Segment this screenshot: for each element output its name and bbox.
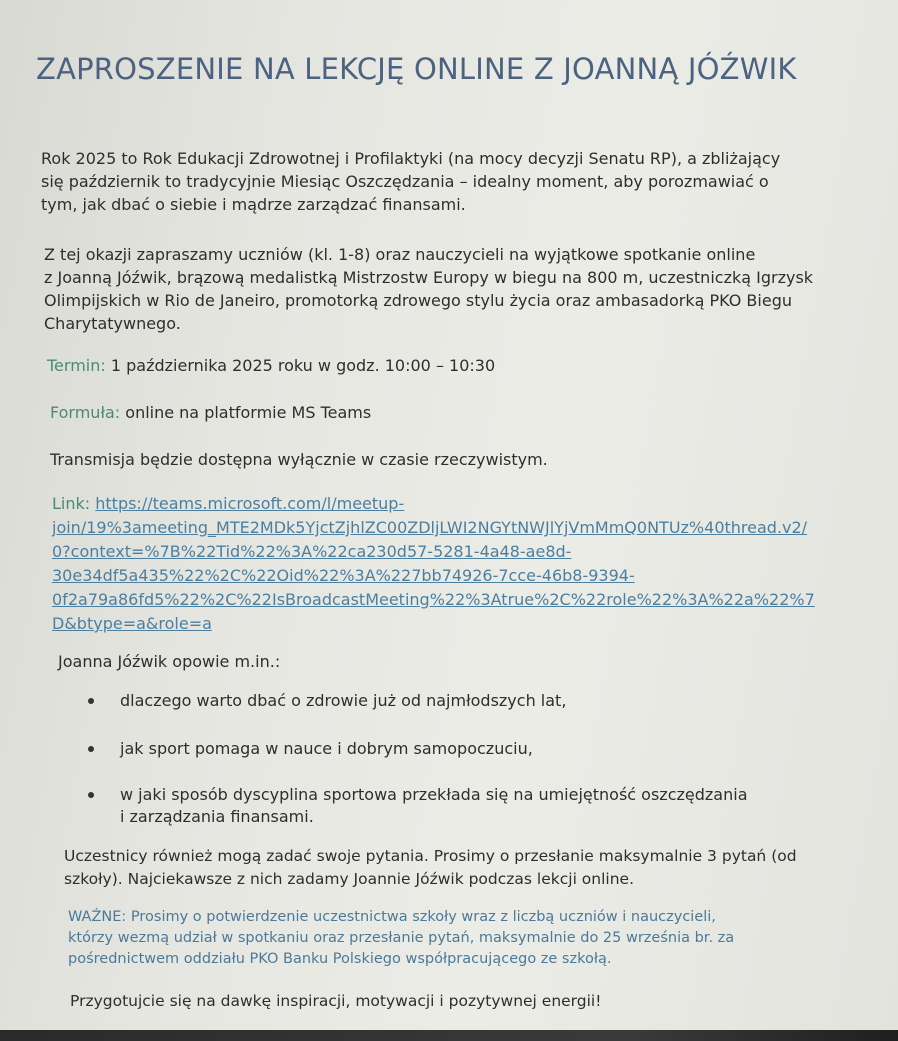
questions-paragraph xyxy=(64,845,797,891)
meeting-link-continuation[interactable]: 0f2a79a86fd5%22%2C%22IsBroadcastMeeting%22%3Atrue%2C%22role%22%3A%22a%22%7 xyxy=(52,590,815,609)
link-label: Link: xyxy=(52,494,91,513)
formula-field xyxy=(50,403,371,422)
invitation-line: z Joanną Jóźwik, brązową medalistką Mistrzostw Europy w biegu na 800 m, uczestniczką Igrzysk xyxy=(44,268,814,287)
list-item-text: dlaczego warto dbać o zdrowie już od najmłodszych lat, xyxy=(120,691,567,710)
intro-line: się październik to tradycyjnie Miesiąc Oszczędzania – idealny moment, aby porozmawiać o xyxy=(41,172,769,191)
list-item xyxy=(88,784,748,828)
invitation-line: Charytatywnego. xyxy=(44,314,181,333)
meeting-link-first-line xyxy=(52,492,815,516)
meeting-link-block xyxy=(52,492,815,636)
page-title: ZAPROSZENIE NA LEKCJĘ ONLINE Z JOANNĄ JÓŹWIK xyxy=(36,52,797,86)
questions-line: szkoły). Najciekawsze z nich zadamy Joannie Jóźwik podczas lekcji online. xyxy=(64,870,635,888)
list-item-text: i zarządzania finansami. xyxy=(120,807,314,826)
termin-value: 1 października 2025 roku w godz. 10:00 – 10:30 xyxy=(105,356,496,375)
topics-heading: Joanna Jóźwik opowie m.in.: xyxy=(58,652,281,671)
meeting-link-continuation[interactable]: 0?context=%7B%22Tid%22%3A%22ca230d57-5281-4a48-ae8d- xyxy=(52,542,572,561)
important-line: którzy wezmą udział w spotkaniu oraz przesłanie pytań, maksymalnie do 25 września br. za xyxy=(68,930,735,946)
meeting-link-continuation[interactable]: join/19%3ameeting_MTE2MDk5YjctZjhlZC00ZDljLWI2NGYtNWJlYjVmMmQ0NTUz%40thread.v2/ xyxy=(52,518,808,537)
formula-label: Formuła: xyxy=(50,403,121,422)
meeting-link-continuation[interactable]: 30e34df5a435%22%2C%22Oid%22%3A%227bb74926-7cce-46b8-9394- xyxy=(52,566,635,585)
meeting-link-continuation[interactable]: D&btype=a&role=a xyxy=(52,614,212,633)
list-item-text: w jaki sposób dyscyplina sportowa przekłada się na umiejętność oszczędzania xyxy=(120,785,748,804)
screen-bezel xyxy=(0,1030,898,1041)
meeting-link[interactable]: https://teams.microsoft.com/l/meetup- xyxy=(95,494,405,513)
termin-label: Termin: xyxy=(47,356,106,375)
invitation-paragraph xyxy=(44,243,844,335)
transmisja-note: Transmisja będzie dostępna wyłącznie w czasie rzeczywistym. xyxy=(50,450,548,469)
list-item-text: jak sport pomaga w nauce i dobrym samopoczuciu, xyxy=(120,739,533,758)
intro-line: Rok 2025 to Rok Edukacji Zdrowotnej i Profilaktyki (na mocy decyzji Senatu RP), a zbliżający xyxy=(41,149,781,168)
formula-value: online na platformie MS Teams xyxy=(120,403,372,422)
topics-list xyxy=(88,690,748,828)
invitation-line: Olimpijskich w Rio de Janeiro, promotorką zdrowego stylu życia oraz ambasadorką PKO Biegu xyxy=(44,291,792,310)
termin-field xyxy=(47,356,495,375)
intro-line: tym, jak dbać o siebie i mądrze zarządzać finansami. xyxy=(41,195,466,214)
list-item xyxy=(88,690,748,712)
bullet-icon xyxy=(88,746,94,752)
bullet-icon xyxy=(88,792,94,798)
list-item xyxy=(88,738,748,760)
important-line: pośrednictwem oddziału PKO Banku Polskiego współpracującego ze szkołą. xyxy=(68,951,612,967)
important-line: WAŻNE: Prosimy o potwierdzenie uczestnictwa szkoły wraz z liczbą uczniów i nauczycieli, xyxy=(68,909,716,925)
bullet-icon xyxy=(88,698,94,704)
invitation-line: Z tej okazji zapraszamy uczniów (kl. 1-8) oraz nauczycieli na wyjątkowe spotkanie online xyxy=(44,245,756,264)
closing-line: Przygotujcie się na dawkę inspiracji, motywacji i pozytywnej energii! xyxy=(70,992,602,1010)
important-notice xyxy=(68,907,734,970)
questions-line: Uczestnicy również mogą zadać swoje pytania. Prosimy o przesłanie maksymalnie 3 pytań (od xyxy=(64,847,797,865)
intro-paragraph xyxy=(41,147,831,216)
